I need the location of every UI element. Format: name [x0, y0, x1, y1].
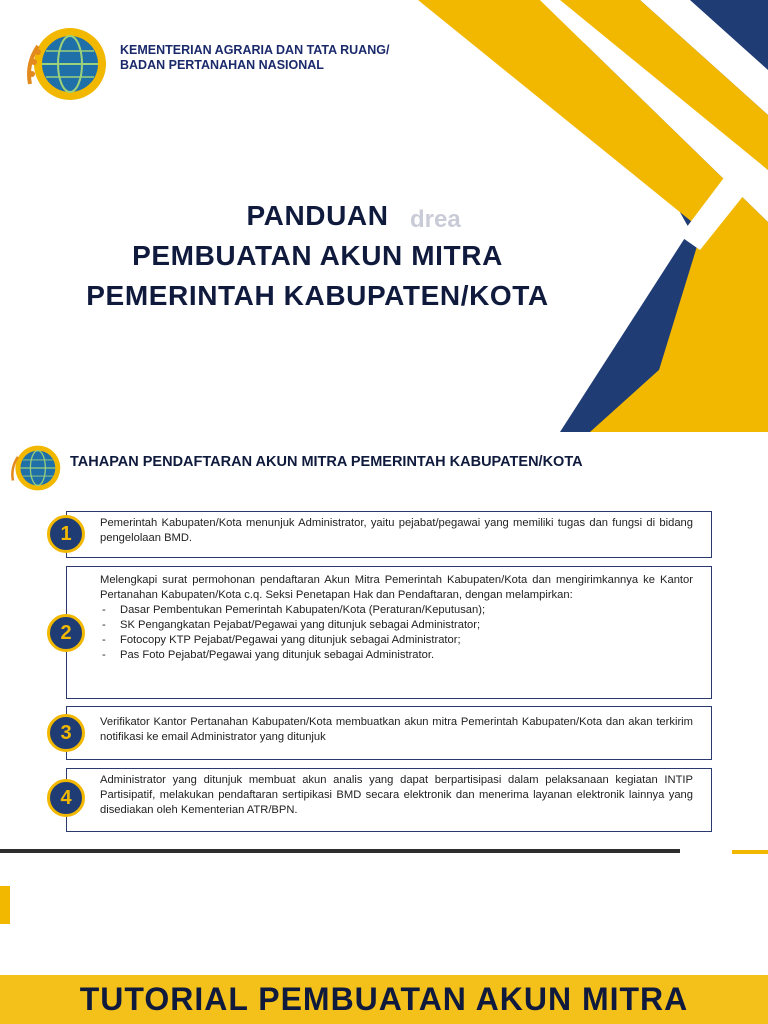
- divider-accent: [732, 850, 768, 854]
- title-line-2: PEMBUATAN AKUN MITRA: [132, 240, 503, 271]
- step-number-badge: 1: [47, 515, 85, 553]
- title-line-3: PEMERINTAH KABUPATEN/KOTA: [86, 280, 549, 311]
- atr-bpn-logo-icon: [22, 24, 112, 104]
- step-number-badge: 4: [47, 779, 85, 817]
- step-text: Administrator yang ditunjuk membuat akun analis yang dapat berpartisipasi dalam pelaksanaan kegiatan INTIP Partisipatif, melakukan pendaftaran sertipikasi BMD secara elektronik dan menerima layanan elektronik lainnya yang disediakan oleh Kementerian ATR/BPN.: [100, 774, 693, 816]
- step-box-3: [66, 706, 712, 760]
- tutorial-title-band: [0, 975, 768, 1024]
- list-item: - SK Pengangkatan Pejabat/Pegawai yang ditunjuk sebagai Administrator;: [100, 618, 693, 633]
- step-box-2: [66, 566, 712, 699]
- title-line-1: PANDUAN: [246, 200, 389, 231]
- step-text: Verifikator Kantor Pertanahan Kabupaten/Kota membuatkan akun mitra Pemerintah Kabupaten/Kota dan akan terkirim notifikasi ke email Administrator yang ditunjuk: [100, 716, 693, 743]
- step-text: Melengkapi surat permohonan pendaftaran Akun Mitra Pemerintah Kabupaten/Kota dan mengirimkannya ke Kantor Pertanahan Kabupaten/Kota c.q. Seksi Penetapan Hak dan Pendaftaran, dengan melampirkan:: [100, 574, 693, 601]
- org-line-2: BADAN PERTANAHAN NASIONAL: [120, 58, 324, 72]
- divider-line: [0, 849, 680, 853]
- watermark-text: drea: [410, 206, 461, 233]
- org-line-1: KEMENTERIAN AGRARIA DAN TATA RUANG/: [120, 43, 390, 57]
- step-text: Pemerintah Kabupaten/Kota menunjuk Administrator, yaitu pejabat/pegawai yang memiliki tugas dan fungsi di bidang pengelolaan BMD.: [100, 517, 693, 544]
- step-box-4: [66, 768, 712, 832]
- cover-slide: [0, 0, 768, 432]
- atr-bpn-small-logo-icon: [8, 440, 64, 496]
- steps-heading: TAHAPAN PENDAFTARAN AKUN MITRA PEMERINTAH KABUPATEN/KOTA: [70, 454, 583, 470]
- side-accent-bar: [0, 886, 10, 924]
- step-box-1: [66, 511, 712, 558]
- steps-slide: [0, 432, 768, 1024]
- list-item: - Dasar Pembentukan Pemerintah Kabupaten/Kota (Peraturan/Keputusan);: [100, 603, 693, 618]
- step-number-badge: 3: [47, 714, 85, 752]
- list-item: - Fotocopy KTP Pejabat/Pegawai yang ditunjuk sebagai Administrator;: [100, 633, 693, 648]
- list-item: - Pas Foto Pejabat/Pegawai yang ditunjuk sebagai Administrator.: [100, 648, 693, 663]
- attachment-list: [100, 603, 693, 663]
- cover-title: [30, 196, 605, 316]
- step-number-badge: 2: [47, 614, 85, 652]
- organization-name: [120, 43, 389, 73]
- tutorial-title: TUTORIAL PEMBUATAN AKUN MITRA: [79, 981, 689, 1017]
